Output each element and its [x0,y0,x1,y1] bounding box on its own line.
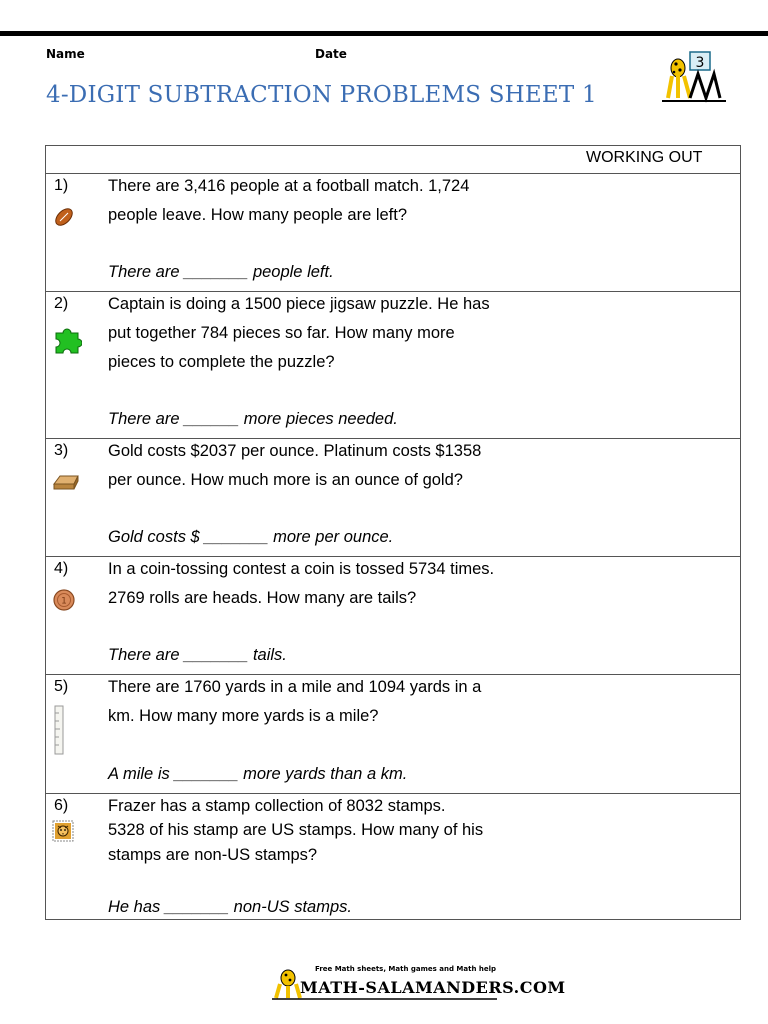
question-number: 2) [54,295,69,312]
answer-line: There are ______ more pieces needed. [108,410,398,428]
svg-text:1: 1 [61,596,67,607]
footer-site-link[interactable]: MATH-SALAMANDERS.COM [300,978,566,997]
answer-line: Gold costs $ _______ more per ounce. [108,528,394,546]
answer-line: There are _______ tails. [108,646,287,664]
question-number: 1) [54,177,69,194]
question-row [46,794,741,920]
football-icon [52,205,76,229]
question-text: Captain is doing a 1500 piece jigsaw puzzle. He has [108,295,490,313]
question-text: per ounce. How much more is an ounce of gold? [108,471,463,489]
ruler-icon [54,705,64,755]
question-text: Gold costs $2037 per ounce. Platinum costs $1358 [108,442,482,460]
question-text: pieces to complete the puzzle? [108,353,335,371]
working-out-label: WORKING OUT [586,149,703,166]
question-row [46,292,741,439]
question-row [46,439,741,557]
footer-tagline: Free Math sheets, Math games and Math help [315,965,497,973]
question-number: 6) [54,797,69,814]
question-text: people leave. How many people are left? [108,206,408,224]
question-number: 3) [54,442,69,459]
tiger-stamp-icon [52,820,74,842]
svg-text:3: 3 [695,55,705,71]
coin-icon [52,588,76,612]
top-rule [0,31,768,36]
question-text: Frazer has a stamp collection of 8032 stamps. [108,797,446,815]
question-row [46,174,741,292]
question-text: stamps are non-US stamps? [108,846,318,864]
salamander-grade-3-icon [662,48,726,104]
name-label: Name [46,47,85,61]
question-text: put together 784 pieces so far. How many more [108,324,455,342]
question-text: There are 1760 yards in a mile and 1094 yards in a [108,678,482,696]
problems-table [45,145,741,920]
question-text: 5328 of his stamp are US stamps. How many of his [108,821,484,839]
answer-line: He has _______ non-US stamps. [108,898,352,916]
answer-line: There are _______ people left. [108,263,334,281]
page-title: 4-DIGIT SUBTRACTION PROBLEMS SHEET 1 [46,82,597,108]
jigsaw-piece-icon [52,325,82,355]
question-text: There are 3,416 people at a football match. 1,724 [108,177,470,195]
answer-line: A mile is _______ more yards than a km. [108,765,408,783]
question-text: km. How many more yards is a mile? [108,707,379,725]
question-row [46,557,741,675]
question-text: In a coin-tossing contest a coin is tossed 5734 times. [108,560,495,578]
question-row [46,675,741,794]
date-label: Date [315,47,347,61]
gold-bar-icon [52,472,80,492]
table-header-row [46,146,741,174]
question-number: 5) [54,678,69,695]
question-number: 4) [54,560,69,577]
question-text: 2769 rolls are heads. How many are tails? [108,589,417,607]
